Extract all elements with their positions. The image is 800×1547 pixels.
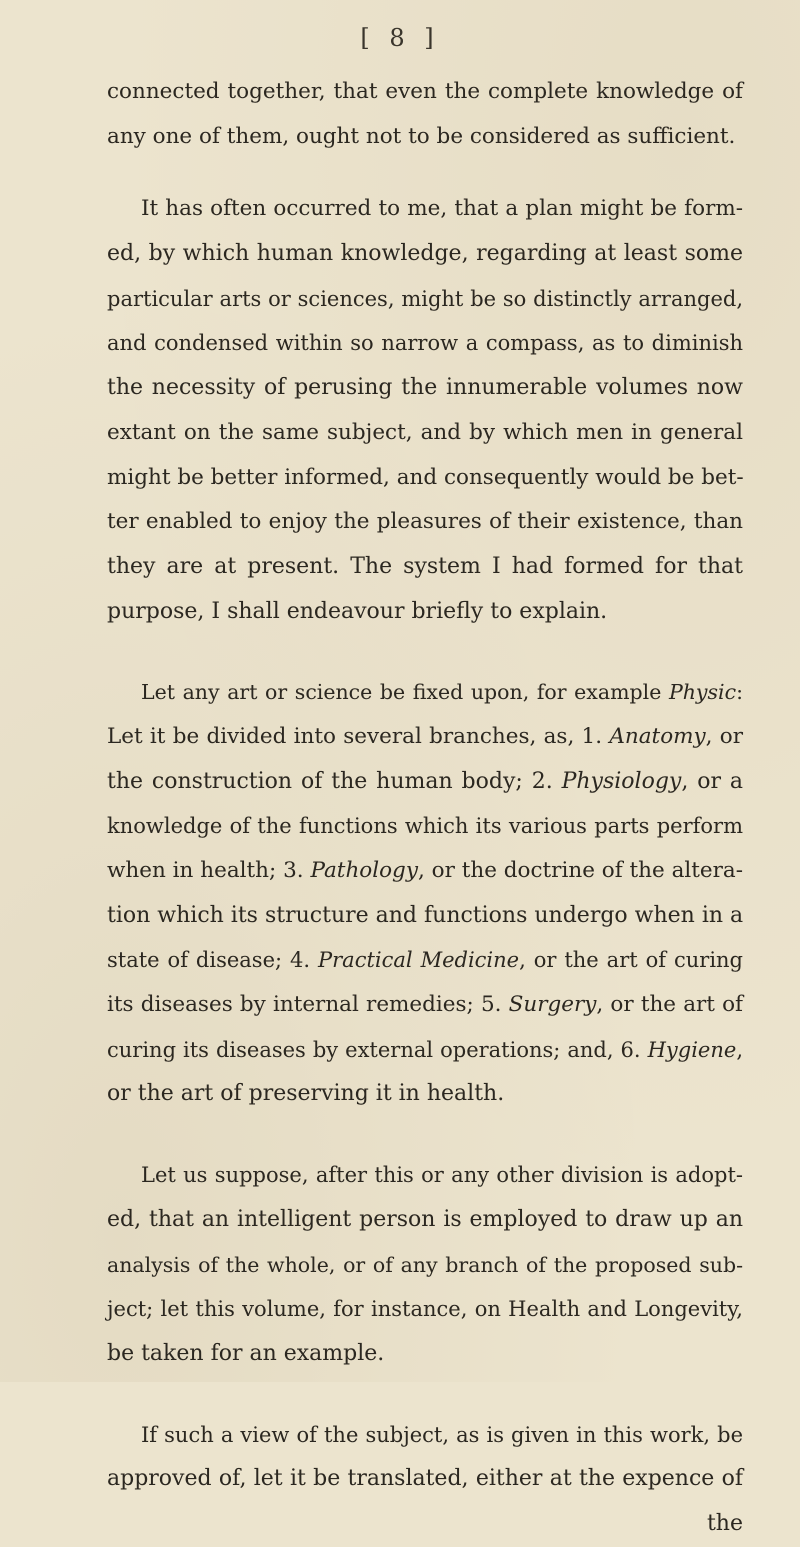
paragraph [107,70,743,159]
text-line: purpose, I shall endeavour briefly to explain. [107,598,608,624]
text-line: ed, by which human knowledge, regarding at least some [107,241,743,267]
text-line: they are at present. The system I had formed for that [107,553,743,579]
text-line: or the art of preserving it in health. [107,1081,505,1107]
text-line: approved of, let it be translated, either at the expence of [107,1466,743,1492]
catchword: the [706,1510,743,1536]
text-line: connected together, that even the complete knowledge of [107,79,743,104]
text-line: state of disease; 4. Practical Medicine, or the art of curing [107,948,744,973]
text-line: If such a view of the subject, as is given in this work, be [141,1422,743,1447]
text-line: extant on the same subject, and by which men in general [107,419,743,445]
text-line: its diseases by internal remedies; 5. Surgery, or the art of [107,992,743,1018]
text-line: ter enabled to enjoy the pleasures of their existence, than [107,509,743,535]
text-line: tion which its structure and functions undergo when in a [107,902,744,928]
text-line: might be better informed, and consequently would be bet- [107,464,744,490]
text-line: the construction of the human body; 2. Physiology, or a [107,768,743,794]
text-line: Let us suppose, after this or any other division is adopt- [141,1163,743,1188]
text-line: any one of them, ought not to be considered as sufficient. [107,123,736,149]
text-line: Let any art or science be fixed upon, for example Physic: [141,680,743,705]
text-line: ject; let this volume, for instance, on Health and Longevity, [107,1297,743,1322]
text-line: Let it be divided into several branches, as, 1. Anatomy, or [107,723,744,749]
text-line: particular arts or sciences, might be so distinctly arranged, [107,286,743,311]
text-line: It has often occurred to me, that a plan might be form- [141,196,743,222]
text-line: be taken for an example. [107,1340,385,1366]
body-text [107,70,743,1547]
text-line: when in health; 3. Pathology, or the doctrine of the altera- [107,858,744,883]
text-line: curing its diseases by external operations; and, 6. Hygiene, [107,1037,743,1062]
text-line: ed, that an intelligent person is employed to draw up an [107,1206,743,1232]
paragraph [107,187,743,634]
text-line: knowledge of the functions which its various parts perform [107,814,743,839]
paragraph [107,1413,743,1502]
page-number: [ 8 ] [360,24,440,52]
text-line: analysis of the whole, or of any branch of the proposed sub- [107,1252,743,1277]
text-line: and condensed within so narrow a compass, as to diminish [107,331,743,356]
paragraph [107,670,743,1117]
paragraph [107,1153,743,1376]
text-line: the necessity of perusing the innumerable volumes now [107,375,743,401]
